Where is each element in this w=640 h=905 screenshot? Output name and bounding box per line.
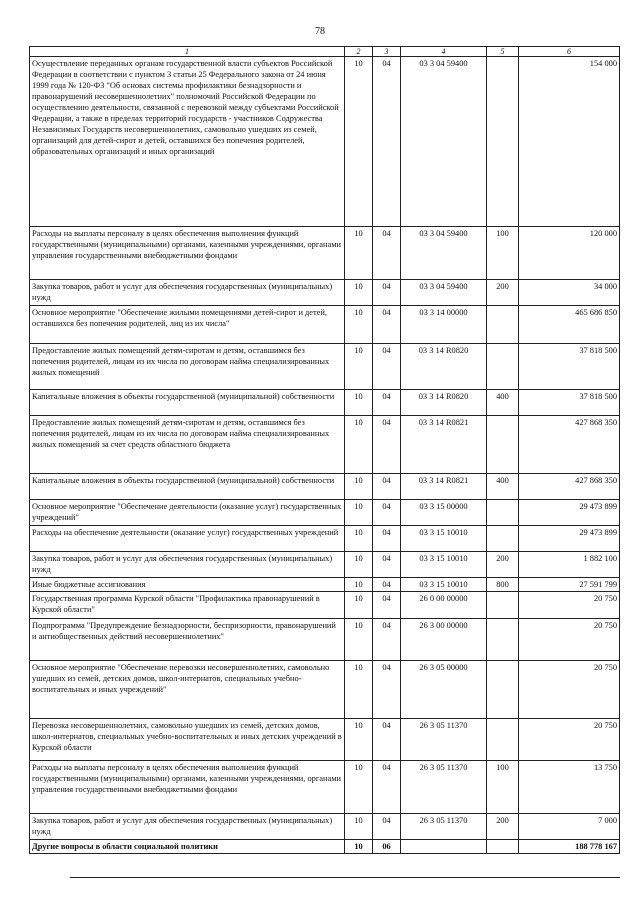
row-amount: 20 750: [519, 619, 620, 661]
row-expense-type: [487, 840, 519, 854]
row-subsection: 04: [373, 592, 401, 619]
table-row: [30, 390, 620, 416]
row-name: Основное мероприятие "Обеспечение деятельности (оказание услуг) государственных учреждений": [30, 500, 345, 526]
row-amount: 7 000: [519, 814, 620, 840]
row-name: Предоставление жилых помещений детям-сиротам и детям, оставшимся без попечения родителей, лицам из их числа по договорам найма специализированных жилых помещений за счет средств областного бюджета: [30, 416, 345, 474]
row-expense-type: [487, 719, 519, 761]
row-expense-type: 200: [487, 280, 519, 306]
row-subsection: 06: [373, 840, 401, 854]
row-section: 10: [345, 761, 373, 814]
row-expense-type: 200: [487, 814, 519, 840]
row-amount: 37 818 500: [519, 344, 620, 390]
row-section: 10: [345, 619, 373, 661]
row-expense-type: [487, 592, 519, 619]
row-subsection: 04: [373, 814, 401, 840]
row-amount: 20 750: [519, 719, 620, 761]
row-target-code: 26 3 00 00000: [401, 619, 487, 661]
table-row: [30, 526, 620, 552]
row-name: Основное мероприятие "Обеспечение перевозки несовершеннолетних, самовольно ушедших из семей, детских домов, школ-интернатов, специальных учебно-воспитательных и иных учреждений": [30, 661, 345, 719]
row-amount: 120 000: [519, 227, 620, 280]
col-header-5: 5: [487, 47, 519, 57]
table-row: [30, 761, 620, 814]
row-subsection: 04: [373, 227, 401, 280]
row-amount: 29 473 899: [519, 500, 620, 526]
row-subsection: 04: [373, 552, 401, 578]
col-header-2: 2: [345, 47, 373, 57]
row-section: 10: [345, 390, 373, 416]
page-number: 78: [315, 26, 325, 37]
row-subsection: 04: [373, 344, 401, 390]
row-target-code: 26 3 05 11370: [401, 719, 487, 761]
row-section: 10: [345, 552, 373, 578]
row-target-code: 03 3 14 R0821: [401, 474, 487, 500]
row-name: Перевозка несовершеннолетних, самовольно ушедших из семей, детских домов, школ-интернатов, специальных учебно-воспитательных и иных детских учреждений в Курской области: [30, 719, 345, 761]
row-subsection: 04: [373, 526, 401, 552]
row-target-code: 26 3 05 11370: [401, 761, 487, 814]
row-name: Расходы на выплаты персоналу в целях обеспечения выполнения функций государственными (муниципальными) органами, казенными учреждениями, органами управления государственными внебюджетными фондами: [30, 227, 345, 280]
row-expense-type: 200: [487, 552, 519, 578]
row-expense-type: 100: [487, 761, 519, 814]
col-header-4: 4: [401, 47, 487, 57]
row-section: 10: [345, 719, 373, 761]
row-name: Капитальные вложения в объекты государственной (муниципальной) собственности: [30, 474, 345, 500]
row-target-code: 03 3 14 R0820: [401, 344, 487, 390]
row-name: Подпрограмма "Предупреждение безнадзорности, беспризорности, правонарушений и антиобщественных действий несовершеннолетних": [30, 619, 345, 661]
row-name: Расходы на выплаты персоналу в целях обеспечения выполнения функций государственными (муниципальными) органами, казенными учреждениями, органами управления государственными внебюджетными фондами: [30, 761, 345, 814]
table-row: [30, 57, 620, 227]
row-amount: 20 750: [519, 592, 620, 619]
row-target-code: 26 0 00 00000: [401, 592, 487, 619]
table-row: [30, 719, 620, 761]
row-section: 10: [345, 280, 373, 306]
row-subsection: 04: [373, 719, 401, 761]
row-target-code: 26 3 05 11370: [401, 814, 487, 840]
row-section: 10: [345, 474, 373, 500]
row-subsection: 04: [373, 661, 401, 719]
row-subsection: 04: [373, 306, 401, 344]
row-name: Основное мероприятие "Обеспечение жилыми помещениями детей-сирот и детей, оставшихся без попечения родителей, лиц из их числа": [30, 306, 345, 344]
row-target-code: 03 3 04 59400: [401, 57, 487, 227]
row-section: 10: [345, 500, 373, 526]
row-name: Закупка товаров, работ и услуг для обеспечения государственных (муниципальных) нужд: [30, 280, 345, 306]
row-amount: 13 750: [519, 761, 620, 814]
table-row: [30, 474, 620, 500]
row-amount: 37 818 500: [519, 390, 620, 416]
row-subsection: 04: [373, 474, 401, 500]
row-amount: 188 778 167: [519, 840, 620, 854]
table-row: [30, 500, 620, 526]
row-expense-type: [487, 500, 519, 526]
row-target-code: 03 3 15 10010: [401, 552, 487, 578]
table-row: [30, 552, 620, 578]
row-subsection: 04: [373, 280, 401, 306]
row-expense-type: [487, 344, 519, 390]
row-section: 10: [345, 344, 373, 390]
row-target-code: 03 3 04 59400: [401, 280, 487, 306]
row-target-code: 03 3 15 10010: [401, 578, 487, 592]
row-expense-type: [487, 661, 519, 719]
row-amount: 20 750: [519, 661, 620, 719]
row-amount: 27 591 799: [519, 578, 620, 592]
row-subsection: 04: [373, 619, 401, 661]
table-row: [30, 227, 620, 280]
row-amount: 29 473 899: [519, 526, 620, 552]
row-amount: 427 868 350: [519, 474, 620, 500]
row-name: Закупка товаров, работ и услуг для обеспечения государственных (муниципальных) нужд: [30, 552, 345, 578]
table-row: [30, 306, 620, 344]
row-section: 10: [345, 227, 373, 280]
row-subsection: 04: [373, 500, 401, 526]
table-row: [30, 416, 620, 474]
table-row-total: [30, 840, 620, 854]
row-target-code: 03 3 14 R0821: [401, 416, 487, 474]
row-name: Расходы на обеспечение деятельности (оказание услуг) государственных учреждений: [30, 526, 345, 552]
row-amount: 427 868 350: [519, 416, 620, 474]
row-name: Закупка товаров, работ и услуг для обеспечения государственных (муниципальных) нужд: [30, 814, 345, 840]
row-expense-type: 400: [487, 474, 519, 500]
table-row: [30, 280, 620, 306]
row-target-code: 03 3 15 10010: [401, 526, 487, 552]
row-amount: 1 882 100: [519, 552, 620, 578]
row-section: 10: [345, 578, 373, 592]
row-name: Капитальные вложения в объекты государственной (муниципальной) собственности: [30, 390, 345, 416]
row-target-code: 03 3 14 00000: [401, 306, 487, 344]
row-subsection: 04: [373, 390, 401, 416]
row-name: Государственная программа Курской области "Профилактика правонарушений в Курской области": [30, 592, 345, 619]
row-subsection: 04: [373, 416, 401, 474]
row-name: Иные бюджетные ассигнования: [30, 578, 345, 592]
budget-table: [29, 46, 620, 854]
col-header-1: 1: [30, 47, 345, 57]
table-row: [30, 661, 620, 719]
table-row: [30, 578, 620, 592]
row-expense-type: 400: [487, 390, 519, 416]
table-row: [30, 814, 620, 840]
row-section: 10: [345, 57, 373, 227]
row-expense-type: [487, 416, 519, 474]
row-section: 10: [345, 661, 373, 719]
row-target-code: 26 3 05 00000: [401, 661, 487, 719]
col-header-6: 6: [519, 47, 620, 57]
row-target-code: 03 3 14 R0820: [401, 390, 487, 416]
row-section: 10: [345, 526, 373, 552]
table-row: [30, 344, 620, 390]
col-header-3: 3: [373, 47, 401, 57]
row-section: 10: [345, 592, 373, 619]
row-name: Другие вопросы в области социальной политики: [30, 840, 345, 854]
row-expense-type: [487, 57, 519, 227]
row-expense-type: 800: [487, 578, 519, 592]
row-amount: 34 000: [519, 280, 620, 306]
row-section: 10: [345, 814, 373, 840]
row-section: 10: [345, 416, 373, 474]
row-name: Предоставление жилых помещений детям-сиротам и детям, оставшимся без попечения родителей, лицам из их числа по договорам найма специализированных жилых помещений: [30, 344, 345, 390]
row-section: 10: [345, 840, 373, 854]
row-target-code: 03 3 04 59400: [401, 227, 487, 280]
row-target-code: [401, 840, 487, 854]
row-expense-type: [487, 306, 519, 344]
row-amount: 465 686 850: [519, 306, 620, 344]
row-section: 10: [345, 306, 373, 344]
table-row: [30, 592, 620, 619]
row-expense-type: [487, 619, 519, 661]
row-expense-type: [487, 526, 519, 552]
table-row: [30, 619, 620, 661]
row-subsection: 04: [373, 761, 401, 814]
row-target-code: 03 3 15 00000: [401, 500, 487, 526]
row-name: Осуществление переданных органам государственной власти субъектов Российской Федерации в соответствии с пунктом 3 статьи 25 Федерального закона от 24 июня 1999 года № 120-ФЗ "Об основах системы профилактики безнадзорности и правонарушений несовершеннолетних" полномочий Российской Федерации по осуществлению деятельности, связанной с перевозкой между субъектами Российской Федерации, а также в пределах территорий государств - участников Содружества Независимых Государств несовершеннолетних, самовольно ушедших из семей, организаций для детей-сирот и детей, оставшихся без попечения родителей, образовательных организаций и иных организаций: [30, 57, 345, 227]
header-row: [30, 47, 620, 57]
row-subsection: 04: [373, 578, 401, 592]
row-expense-type: 100: [487, 227, 519, 280]
row-amount: 154 000: [519, 57, 620, 227]
footer-divider: [70, 877, 620, 878]
row-subsection: 04: [373, 57, 401, 227]
